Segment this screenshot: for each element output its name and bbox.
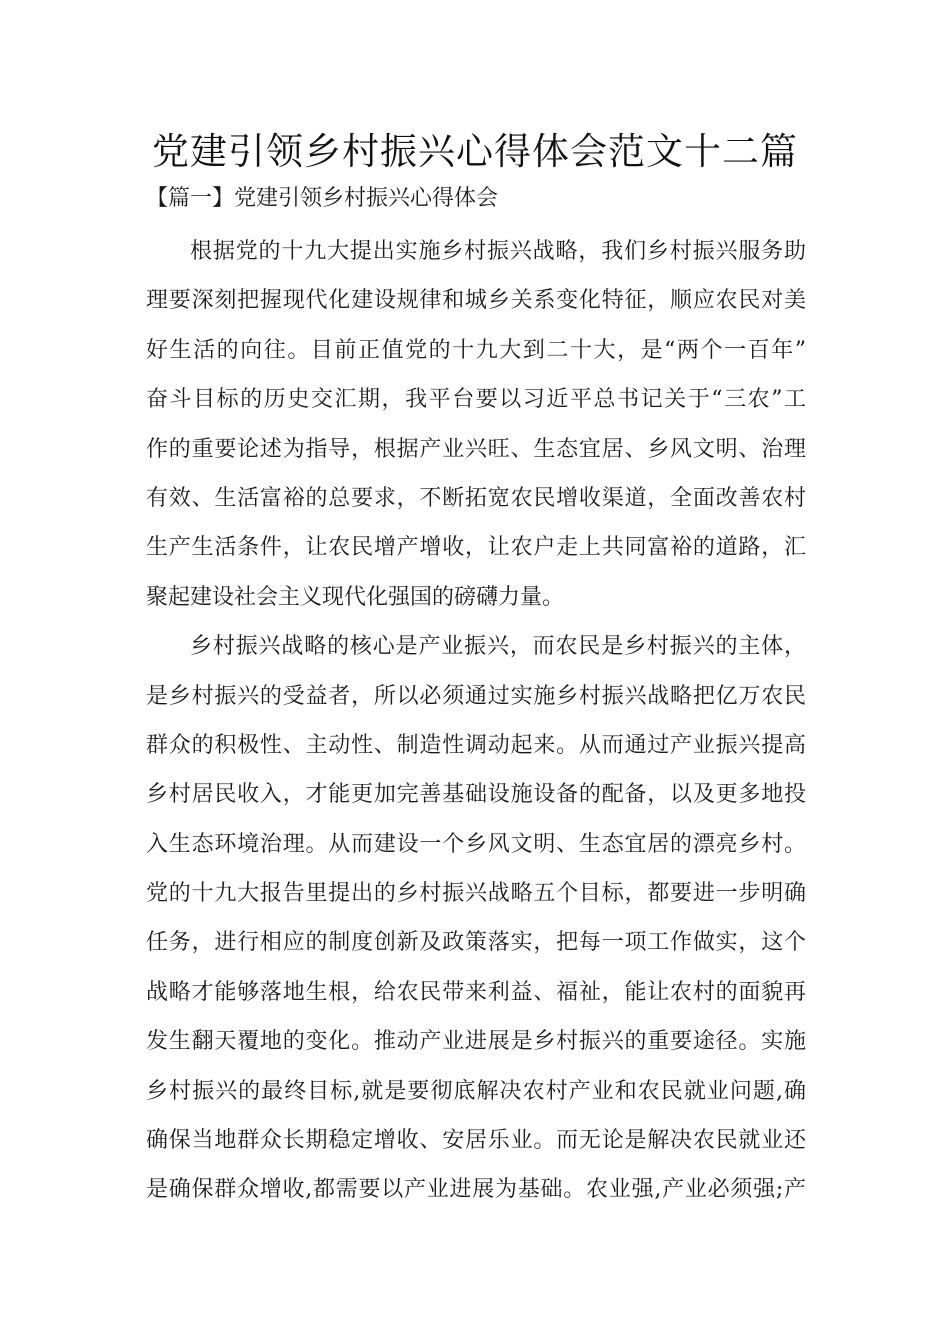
paragraph-1-line: 有效、生活富裕的总要求，不断拓宽农民增收渠道，全面改善农村 bbox=[146, 485, 806, 511]
paragraph-2-line: 入生态环境治理。从而建设一个乡风文明、生态宜居的漂亮乡村。 bbox=[146, 831, 806, 857]
document-title: 党建引领乡村振兴心得体会范文十二篇 bbox=[152, 130, 798, 173]
paragraph-2-line: 党的十九大报告里提出的乡村振兴战略五个目标，都要进一步明确 bbox=[146, 881, 806, 907]
paragraph-2-line: 乡村振兴战略的核心是产业振兴，而农民是乡村振兴的主体， bbox=[190, 634, 806, 660]
paragraph-1-line: 根据党的十九大提出实施乡村振兴战略，我们乡村振兴服务助 bbox=[190, 239, 806, 264]
paragraph-2-line: 是乡村振兴的受益者，所以必须通过实施乡村振兴战略把亿万农民 bbox=[146, 683, 806, 709]
paragraph-1-line: 理要深刻把握现代化建设规律和城乡关系变化特征，顺应农民对美 bbox=[146, 288, 806, 314]
section-heading: 【篇一】党建引领乡村振兴心得体会 bbox=[146, 186, 499, 211]
paragraph-1-line: 聚起建设社会主义现代化强国的磅礴力量。 bbox=[146, 584, 565, 610]
paragraph-2-line: 是确保群众增收,都需要以产业进展为基础。农业强,产业必须强;产 bbox=[146, 1177, 806, 1203]
paragraph-1-line: 好生活的向往。目前正值党的十九大到二十大，是“两个一百年” bbox=[146, 337, 806, 363]
paragraph-1-line: 生产生活条件，让农民增产增收，让农户走上共同富裕的道路，汇 bbox=[146, 535, 806, 561]
paragraph-2-line: 群众的积极性、主动性、制造性调动起来。从而通过产业振兴提高 bbox=[146, 732, 806, 758]
paragraph-2-line: 任务，进行相应的制度创新及政策落实，把每一项工作做实，这个 bbox=[146, 930, 806, 956]
paragraph-2-line: 发生翻天覆地的变化。推动产业进展是乡村振兴的重要途径。实施 bbox=[146, 1029, 806, 1055]
paragraph-2-line: 战略才能够落地生根，给农民带来利益、福祉，能让农村的面貌再 bbox=[146, 979, 806, 1005]
paragraph-2-line: 乡村居民收入，才能更加完善基础设施设备的配备，以及更多地投 bbox=[146, 782, 806, 808]
paragraph-1-line: 作的重要论述为指导，根据产业兴旺、生态宜居、乡风文明、治理 bbox=[146, 436, 806, 462]
paragraph-2-line: 乡村振兴的最终目标,就是要彻底解决农村产业和农民就业问题,确 bbox=[146, 1078, 806, 1104]
paragraph-1-line: 奋斗目标的历史交汇期，我平台要以习近平总书记关于“三农”工 bbox=[146, 387, 806, 413]
paragraph-2-line: 确保当地群众长期稳定增收、安居乐业。而无论是解决农民就业还 bbox=[146, 1128, 806, 1154]
document-body bbox=[146, 227, 806, 1215]
